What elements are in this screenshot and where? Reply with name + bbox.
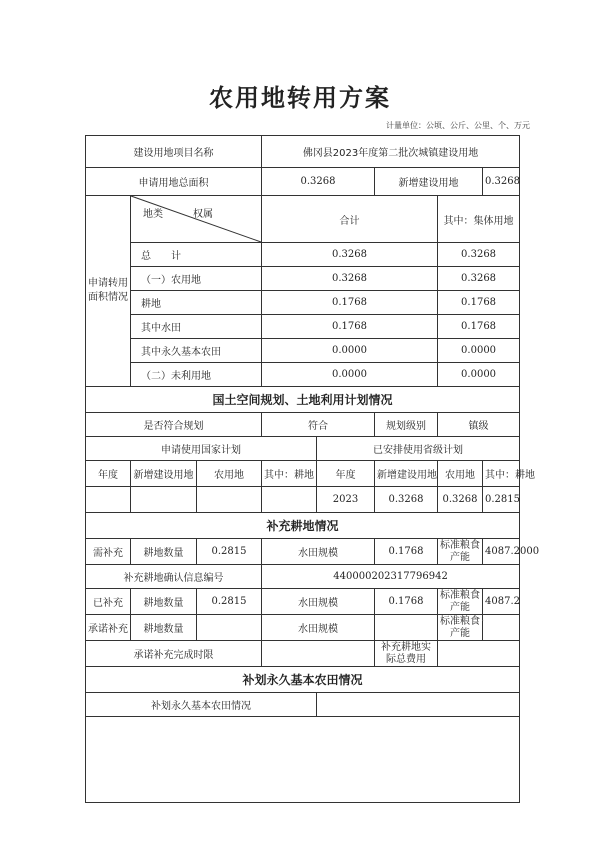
col-collective-header: 其中：集体用地 — [438, 196, 520, 243]
project-row — [86, 136, 520, 168]
promise-paddy-label: 水田规模 — [262, 615, 375, 641]
done-qty-value: 0.2815 — [197, 589, 262, 615]
need-paddy-value: 0.1768 — [375, 539, 438, 565]
deadline-label: 承诺补充完成时限 — [86, 641, 262, 667]
promise-label: 承诺补充 — [86, 615, 131, 641]
total-area-label: 申请用地总面积 — [86, 168, 262, 196]
new-construction-value: 0.3268 — [483, 168, 520, 196]
cost-label: 补充耕地实际总费用 — [375, 641, 438, 667]
provincial-col-new: 新增建设用地 — [375, 461, 438, 487]
document-title: 农用地转用方案 — [209, 83, 391, 112]
diagonal-header-cell — [131, 196, 262, 243]
area-row-collective: 0.1768 — [438, 315, 520, 339]
need-qty-value: 0.2815 — [197, 539, 262, 565]
done-grain-label: 标准粮食产能 — [438, 589, 483, 615]
provincial-plan-label: 已安排使用省级计划 — [317, 437, 520, 461]
level-value: 镇级 — [438, 413, 520, 437]
area-row-total: 0.0000 — [262, 339, 438, 363]
provincial-arable-value: 0.2815 — [483, 487, 520, 513]
total-area-value: 0.3268 — [262, 168, 375, 196]
conversion-plan-table — [85, 135, 540, 803]
cost-value — [438, 641, 520, 667]
national-col-year: 年度 — [86, 461, 131, 487]
level-label: 规划级别 — [375, 413, 438, 437]
farmland-value — [317, 693, 520, 717]
area-row-label: （二）未利用地 — [131, 363, 262, 387]
new-construction-label: 新增建设用地 — [375, 168, 483, 196]
farmland-heading: 补划永久基本农田情况 — [86, 667, 520, 693]
provincial-farm-value: 0.3268 — [438, 487, 483, 513]
national-farm-value — [197, 487, 262, 513]
col-total-header: 合计 — [262, 196, 438, 243]
plan-values-row — [86, 487, 520, 513]
done-grain-value: 4087.2 — [483, 589, 520, 615]
done-paddy-value: 0.1768 — [375, 589, 438, 615]
deadline-row — [86, 641, 520, 667]
diag-ownership: 权属 — [193, 209, 213, 220]
measurement-units: 计量单位：公顷、公斤、公里、个、万元 — [386, 121, 530, 130]
area-row — [86, 291, 520, 315]
farmland-row — [86, 693, 520, 717]
conform-value: 符合 — [262, 413, 375, 437]
area-row-collective: 0.3268 — [438, 267, 520, 291]
provincial-new-value: 0.3268 — [375, 487, 438, 513]
plan-type-row — [86, 437, 520, 461]
area-row — [86, 243, 520, 267]
area-row-total: 0.0000 — [262, 363, 438, 387]
planning-conform-row — [86, 413, 520, 437]
conform-label: 是否符合规划 — [86, 413, 262, 437]
plan-cols-row — [86, 461, 520, 487]
need-label: 需补充 — [86, 539, 131, 565]
promise-grain-label: 标准粮食产能 — [438, 615, 483, 641]
done-qty-label: 耕地数量 — [131, 589, 197, 615]
confirm-value: 440000202317796942 — [262, 565, 520, 589]
area-row-label: 总 计 — [131, 243, 262, 267]
area-row — [86, 267, 520, 291]
done-row — [86, 589, 520, 615]
farmland-blank-row — [86, 717, 520, 803]
national-arable-value — [262, 487, 317, 513]
area-side-label: 申请转用面积情况 — [86, 196, 131, 387]
area-row — [86, 363, 520, 387]
area-row — [86, 315, 520, 339]
provincial-col-year: 年度 — [317, 461, 375, 487]
area-row-collective: 0.3268 — [438, 243, 520, 267]
supplement-heading: 补充耕地情况 — [86, 513, 520, 539]
deadline-value — [262, 641, 375, 667]
national-col-farm: 农用地 — [197, 461, 262, 487]
area-header-row — [86, 196, 520, 243]
confirm-row — [86, 565, 520, 589]
need-qty-label: 耕地数量 — [131, 539, 197, 565]
area-row-collective: 0.0000 — [438, 339, 520, 363]
area-row-label: 其中永久基本农田 — [131, 339, 262, 363]
planning-heading: 国土空间规划、土地利用计划情况 — [86, 387, 520, 413]
need-paddy-label: 水田规模 — [262, 539, 375, 565]
area-row-total: 0.3268 — [262, 243, 438, 267]
provincial-col-farm: 农用地 — [438, 461, 483, 487]
national-col-new: 新增建设用地 — [131, 461, 197, 487]
area-row-total: 0.1768 — [262, 315, 438, 339]
farmland-heading-row — [86, 667, 520, 693]
project-value: 佛冈县2023年度第二批次城镇建设用地 — [262, 136, 520, 168]
promise-qty-value — [197, 615, 262, 641]
area-row — [86, 339, 520, 363]
national-new-value — [131, 487, 197, 513]
national-year-value — [86, 487, 131, 513]
area-row-label: 耕地 — [131, 291, 262, 315]
farmland-label: 补划永久基本农田情况 — [86, 693, 317, 717]
need-grain-label: 标准粮食产能 — [438, 539, 483, 565]
area-row-total: 0.3268 — [262, 267, 438, 291]
promise-grain-value — [483, 615, 520, 641]
national-plan-label: 申请使用国家计划 — [86, 437, 317, 461]
provincial-year-value: 2023 — [317, 487, 375, 513]
stray-mark: · — [481, 616, 485, 627]
farmland-blank-area — [86, 717, 520, 803]
diag-land-type: 地类 — [143, 209, 163, 220]
area-row-collective: 0.0000 — [438, 363, 520, 387]
area-row-total: 0.1768 — [262, 291, 438, 315]
need-grain-value: 4087.2000 — [483, 539, 520, 565]
done-paddy-label: 水田规模 — [262, 589, 375, 615]
provincial-col-arable: 其中：耕地 — [483, 461, 520, 487]
project-label: 建设用地项目名称 — [86, 136, 262, 168]
area-row-label: （一）农用地 — [131, 267, 262, 291]
national-col-arable: 其中：耕地 — [262, 461, 317, 487]
planning-heading-row — [86, 387, 520, 413]
promise-paddy-value — [375, 615, 438, 641]
promise-row — [86, 615, 520, 641]
total-area-row — [86, 168, 520, 196]
area-row-collective: 0.1768 — [438, 291, 520, 315]
promise-qty-label: 耕地数量 — [131, 615, 197, 641]
confirm-label: 补充耕地确认信息编号 — [86, 565, 262, 589]
need-row — [86, 539, 520, 565]
area-row-label: 其中水田 — [131, 315, 262, 339]
done-label: 已补充 — [86, 589, 131, 615]
supplement-heading-row — [86, 513, 520, 539]
